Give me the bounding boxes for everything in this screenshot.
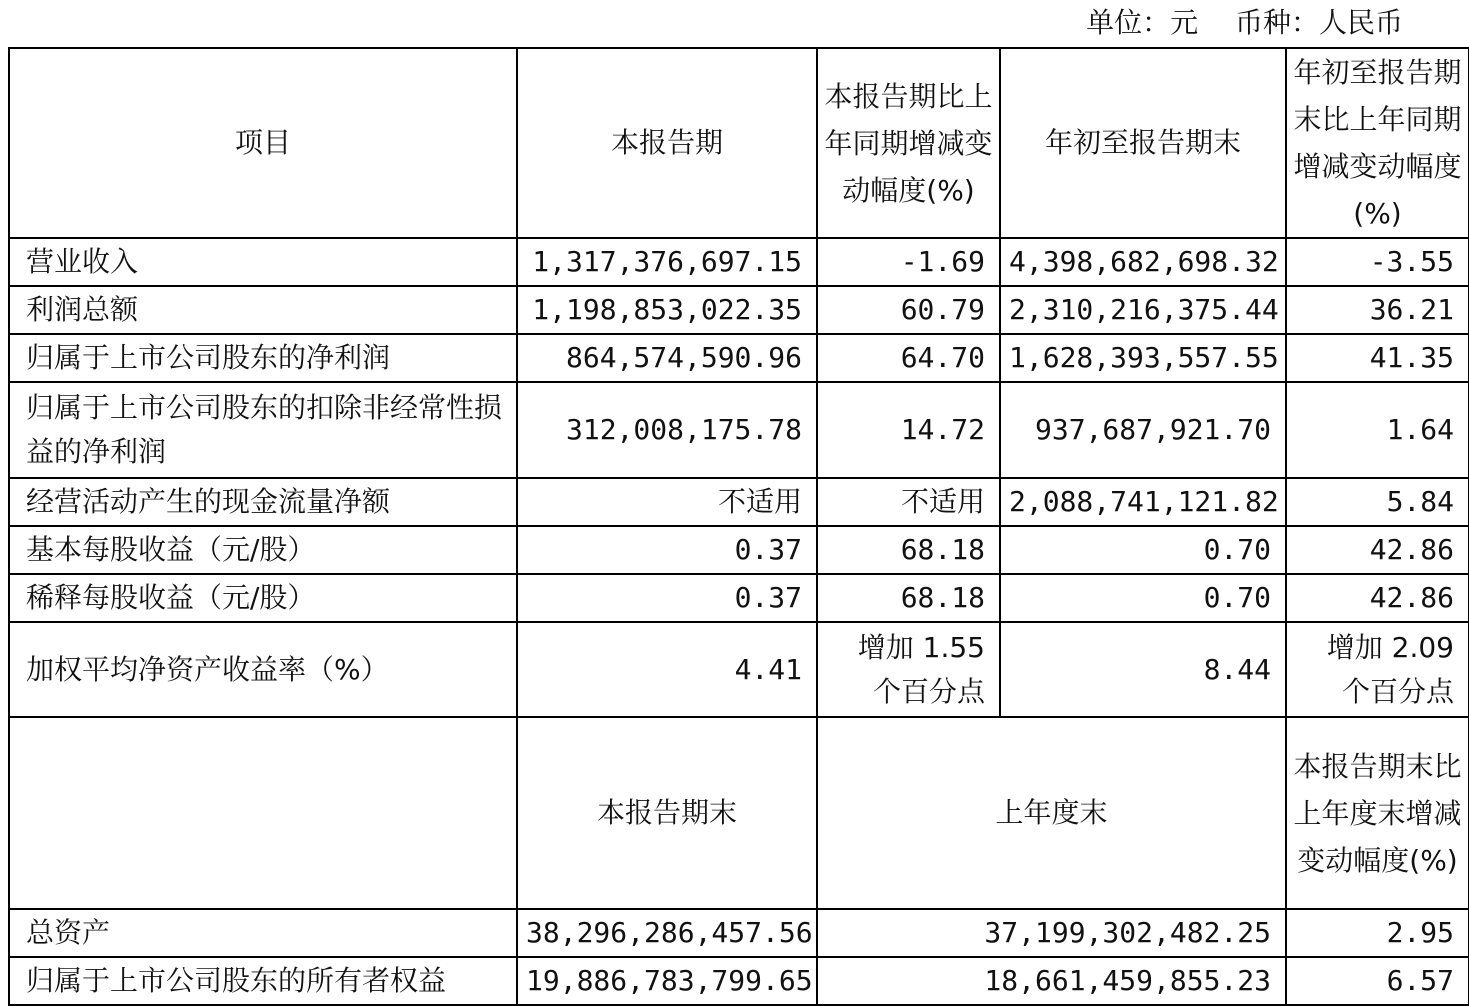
row-item: 归属于上市公司股东的净利润 xyxy=(9,334,517,382)
row-item: 基本每股收益（元/股） xyxy=(9,526,517,574)
row-current: 864,574,590.96 xyxy=(517,334,817,382)
header-ytd: 年初至报告期末 xyxy=(1000,48,1286,238)
row-ytd: 1,628,393,557.55 xyxy=(1000,334,1286,382)
table-row xyxy=(9,574,1469,622)
row-ytd-change: 36.21 xyxy=(1286,286,1469,334)
row-ytd-change: 增加 2.09 个百分点 xyxy=(1286,622,1469,717)
row-current-change: 60.79 xyxy=(817,286,1000,334)
row-ytd: 8.44 xyxy=(1000,622,1286,717)
table-row xyxy=(9,478,1469,526)
row-ytd: 4,398,682,698.32 xyxy=(1000,238,1286,286)
row-item: 营业收入 xyxy=(9,238,517,286)
row-current: 不适用 xyxy=(517,478,817,526)
header-item xyxy=(9,717,517,909)
table-row xyxy=(9,334,1469,382)
row-ytd-change: 42.86 xyxy=(1286,574,1469,622)
row-ytd-change: -3.55 xyxy=(1286,238,1469,286)
header-period-end: 本报告期末 xyxy=(517,717,817,909)
unit-currency-note: 单位：元 币种：人民币 xyxy=(1086,6,1403,39)
header-change: 本报告期末比上年度末增减变动幅度(%) xyxy=(1286,717,1469,909)
header-prior-year-end: 上年度末 xyxy=(817,717,1286,909)
table-header-row xyxy=(9,717,1469,909)
table-row xyxy=(9,622,1469,717)
row-ytd: 0.70 xyxy=(1000,526,1286,574)
row-ytd-change: 5.84 xyxy=(1286,478,1469,526)
balance-data-table xyxy=(8,716,1469,1006)
row-current-change: 68.18 xyxy=(817,574,1000,622)
row-ytd: 2,088,741,121.82 xyxy=(1000,478,1286,526)
row-change: 2.95 xyxy=(1286,909,1469,957)
row-current: 0.37 xyxy=(517,574,817,622)
row-current-change: -1.69 xyxy=(817,238,1000,286)
row-item: 加权平均净资产收益率（%） xyxy=(9,622,517,717)
row-prior-year-end: 18,661,459,855.23 xyxy=(817,957,1286,1005)
row-prior-year-end: 37,199,302,482.25 xyxy=(817,909,1286,957)
header-ytd-change: 年初至报告期末比上年同期增减变动幅度(%) xyxy=(1286,48,1469,238)
row-period-end: 19,886,783,799.65 xyxy=(517,957,817,1005)
row-current-change: 增加 1.55 个百分点 xyxy=(817,622,1000,717)
row-item: 总资产 xyxy=(9,909,517,957)
row-current: 0.37 xyxy=(517,526,817,574)
row-item: 稀释每股收益（元/股） xyxy=(9,574,517,622)
row-change: 6.57 xyxy=(1286,957,1469,1005)
row-current-change: 64.70 xyxy=(817,334,1000,382)
table-row xyxy=(9,286,1469,334)
row-ytd: 937,687,921.70 xyxy=(1000,382,1286,478)
row-current-change: 不适用 xyxy=(817,478,1000,526)
row-current-change: 68.18 xyxy=(817,526,1000,574)
table-row xyxy=(9,909,1469,957)
row-ytd-change: 1.64 xyxy=(1286,382,1469,478)
row-item: 归属于上市公司股东的所有者权益 xyxy=(9,957,517,1005)
table-row xyxy=(9,526,1469,574)
row-current: 4.41 xyxy=(517,622,817,717)
header-item: 项目 xyxy=(9,48,517,238)
table-row xyxy=(9,957,1469,1005)
row-current: 1,317,376,697.15 xyxy=(517,238,817,286)
table-row xyxy=(9,382,1469,478)
header-current-change: 本报告期比上年同期增减变动幅度(%) xyxy=(817,48,1000,238)
row-ytd: 2,310,216,375.44 xyxy=(1000,286,1286,334)
table-header-row xyxy=(9,48,1469,238)
row-ytd: 0.70 xyxy=(1000,574,1286,622)
row-current-change: 14.72 xyxy=(817,382,1000,478)
row-item: 归属于上市公司股东的扣除非经常性损益的净利润 xyxy=(9,382,517,478)
table-row xyxy=(9,238,1469,286)
row-current: 312,008,175.78 xyxy=(517,382,817,478)
header-current-period: 本报告期 xyxy=(517,48,817,238)
row-item: 利润总额 xyxy=(9,286,517,334)
row-current: 1,198,853,022.35 xyxy=(517,286,817,334)
row-period-end: 38,296,286,457.56 xyxy=(517,909,817,957)
financial-data-table xyxy=(8,47,1469,718)
row-item: 经营活动产生的现金流量净额 xyxy=(9,478,517,526)
row-ytd-change: 42.86 xyxy=(1286,526,1469,574)
row-ytd-change: 41.35 xyxy=(1286,334,1469,382)
